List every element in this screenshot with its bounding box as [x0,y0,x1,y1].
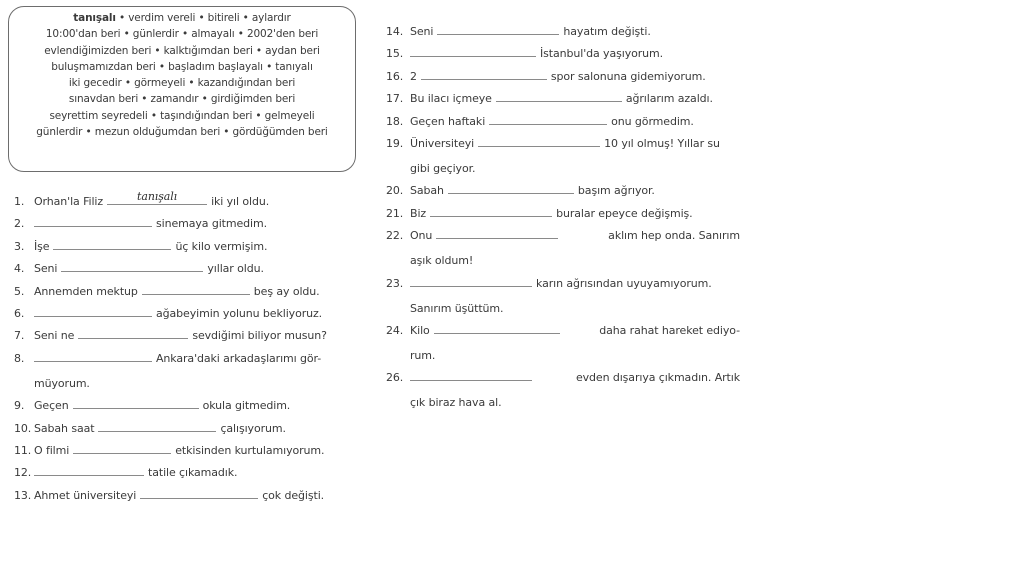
word-bank-line [13,26,351,42]
word-bank-line [13,91,351,107]
exercise-number: 22. [386,229,404,243]
exercise-number: 5. [14,284,25,298]
answer-blank[interactable] [410,370,532,381]
exercise-number: 7. [14,329,25,343]
exercise-text [34,465,237,480]
sentence-start: Seni [410,25,434,38]
word-bank-text: buluşmamızdan beri • başladım başlayalı • tanıyalı [51,60,313,73]
exercise-number: 3. [14,239,25,253]
sentence-end: etkisinden kurtulamıyorum. [175,443,325,457]
exercise-text [410,136,720,176]
word-bank-text: günlerdir • mezun olduğumdan beri • gördüğümden beri [36,126,328,139]
exercise-item [376,228,756,275]
answer-blank[interactable] [142,284,250,295]
exercise-item [0,216,370,238]
exercise-text [34,239,267,254]
sentence-start: O filmi [34,443,70,457]
sentence-end: sinemaya gitmedim. [156,217,268,231]
exercise-item [376,323,756,370]
answer-blank[interactable] [34,465,144,476]
exercise-item [0,239,370,261]
exercise-number: 15. [386,47,404,61]
exercise-number: 2. [14,217,25,231]
word-bank-line [13,75,351,91]
sentence-end: 10 yıl olmuş! Yıllar su [604,136,720,150]
sentence-end: üç kilo vermişim. [175,239,268,253]
answer-blank[interactable] [53,239,171,250]
sentence-end: onu görmedim. [611,114,694,128]
answer-text: tanışalı [137,190,178,203]
exercise-number: 8. [14,351,25,365]
sentence-continuation: çık biraz hava al. [410,396,502,410]
exercise-item [0,190,370,216]
exercise-text [410,276,712,316]
exercise-item [0,261,370,283]
exercise-number: 11. [14,443,32,457]
exercise-text [410,24,651,39]
exercise-item [0,465,370,487]
exercise-item [376,183,756,205]
exercise-text [34,328,327,343]
sentence-start: Onu [410,229,433,243]
exercise-text [410,183,655,198]
sentence-end: sevdiğimi biliyor musun? [192,329,327,343]
word-bank-box [8,6,356,172]
word-bank-text: evlendiğimizden beri • kalktığımdan beri • aydan beri [44,44,320,57]
word-bank-line [13,43,351,59]
word-bank-line [13,124,351,140]
exercise-text [34,190,270,209]
sentence-end: beş ay oldu. [253,284,320,298]
word-bank-example-word: tanışalı [73,12,116,24]
sentence-end: başım ağrıyor. [577,184,655,198]
answer-blank[interactable] [410,46,536,57]
exercise-number: 26. [386,371,404,385]
answer-blank[interactable] [73,398,199,409]
answer-blank[interactable] [421,69,547,80]
exercise-number: 20. [386,184,404,198]
answer-blank[interactable] [448,183,574,194]
exercise-column-left [0,190,370,510]
word-bank-line [13,10,351,26]
exercise-text [410,46,663,61]
sentence-end: daha rahat hareket ediyo- [599,323,740,337]
sentence-end: hayatım değişti. [563,25,651,38]
exercise-item [376,276,756,323]
sentence-start: Sabah saat [34,421,95,435]
answer-blank[interactable] [98,421,216,432]
exercise-item [376,206,756,228]
sentence-end: ağrılarım azaldı. [625,92,713,106]
sentence-start: Seni ne [34,329,75,343]
exercise-number: 19. [386,136,404,150]
exercise-text [410,206,693,221]
word-bank-text: 10:00'dan beri • günlerdir • almayalı • 2002'den beri [45,28,319,41]
word-bank-text: sınavdan beri • zamandır • girdiğimden beri [68,93,296,106]
sentence-start: Bu ilacı içmeye [410,92,492,106]
sentence-continuation: rum. [410,348,436,362]
word-bank-line [13,59,351,75]
exercise-text [410,228,740,268]
exercise-number: 18. [386,114,404,128]
exercise-item [0,443,370,465]
exercise-text [34,261,264,276]
exercise-item [0,306,370,328]
exercise-text [34,488,324,503]
exercise-text [410,69,706,84]
sentence-end: evden dışarıya çıkmadın. Artık [575,371,740,385]
sentence-start: Orhan'la Filiz [34,195,104,208]
exercise-text [34,306,322,321]
exercise-item [0,421,370,443]
exercise-text [410,91,713,106]
exercise-item [376,69,756,91]
exercise-text [410,114,694,129]
sentence-end: Ankara'daki arkadaşlarımı gör- [156,351,322,365]
exercise-item [0,351,370,398]
exercise-text [34,398,290,413]
sentence-end: çalışıyorum. [220,421,286,435]
exercise-number: 23. [386,276,404,290]
exercise-item [376,370,756,417]
sentence-end: spor salonuna gidemiyorum. [550,69,706,83]
sentence-end: karın ağrısından uyuyamıyorum. [536,276,712,290]
exercise-number: 13. [14,488,32,502]
sentence-start: İşe [34,239,50,253]
answer-blank[interactable] [107,190,207,205]
exercise-number: 1. [14,195,25,208]
exercise-text [34,351,321,391]
exercise-item [376,24,756,46]
exercise-text [34,443,324,458]
answer-blank[interactable] [34,216,152,227]
exercise-number: 24. [386,323,404,337]
answer-blank[interactable] [478,136,600,147]
sentence-end: okula gitmedim. [202,399,291,413]
sentence-start: Sabah [410,184,444,198]
word-bank-line [13,108,351,124]
exercise-item [0,284,370,306]
sentence-end: iki yıl oldu. [211,195,270,208]
sentence-continuation: müyorum. [34,376,90,390]
exercise-number: 17. [386,92,404,106]
answer-blank[interactable] [73,443,171,454]
word-bank-text: • verdim vereli • bitireli • aylardır [115,12,291,24]
exercise-column-right [376,24,756,418]
sentence-continuation: aşık oldum! [410,254,474,268]
exercise-item [376,91,756,113]
sentence-continuation: Sanırım üşüttüm. [410,301,504,315]
answer-blank[interactable] [496,91,622,102]
answer-blank[interactable] [34,351,152,362]
sentence-end: ağabeyimin yolunu bekliyoruz. [156,306,323,320]
answer-blank[interactable] [140,488,258,499]
exercise-number: 16. [386,69,404,83]
sentence-start: Ahmet üniversiteyi [34,488,137,502]
word-bank-text: iki gecedir • görmeyeli • kazandığından beri [68,77,296,90]
exercise-number: 21. [386,206,404,220]
answer-blank[interactable] [61,261,203,272]
exercise-text [34,216,267,231]
sentence-start: Geçen [34,399,69,413]
sentence-end: aklım hep onda. Sanırım [608,229,740,243]
exercise-number: 14. [386,25,404,38]
answer-blank[interactable] [434,323,560,334]
sentence-start: Üniversiteyi [410,136,475,150]
exercise-item [0,488,370,510]
word-bank-text: seyrettim seyredeli • taşındığından beri • gelmeyeli [49,109,315,122]
answer-blank[interactable] [78,328,188,339]
exercise-number: 9. [14,399,25,413]
exercise-text [34,284,320,299]
exercise-number: 10. [14,421,32,435]
exercise-text [410,323,740,363]
answer-blank[interactable] [437,24,559,35]
exercise-item [0,398,370,420]
sentence-start: Seni [34,262,58,276]
exercise-number: 4. [14,262,25,276]
answer-blank[interactable] [436,228,558,239]
answer-blank[interactable] [34,306,152,317]
exercise-number: 12. [14,466,32,480]
sentence-start: Biz [410,206,427,220]
answer-blank[interactable] [489,114,607,125]
exercise-item [376,46,756,68]
exercise-item [376,114,756,136]
sentence-end: tatile çıkamadık. [148,466,238,480]
exercise-item [376,136,756,183]
exercise-number: 6. [14,306,25,320]
sentence-start: 2 [410,69,417,83]
exercise-text [34,421,286,436]
sentence-continuation: gibi geçiyor. [410,161,476,175]
sentence-start: Kilo [410,323,430,337]
sentence-end: çok değişti. [262,488,325,502]
answer-blank[interactable] [410,276,532,287]
sentence-start: Annemden mektup [34,284,138,298]
exercise-text [410,370,740,410]
sentence-end: İstanbul'da yaşıyorum. [540,47,664,61]
answer-blank[interactable] [430,206,552,217]
sentence-end: buralar epeyce değişmiş. [556,206,693,220]
exercise-item [0,328,370,350]
sentence-start: Geçen haftaki [410,114,486,128]
sentence-end: yıllar oldu. [207,262,264,276]
